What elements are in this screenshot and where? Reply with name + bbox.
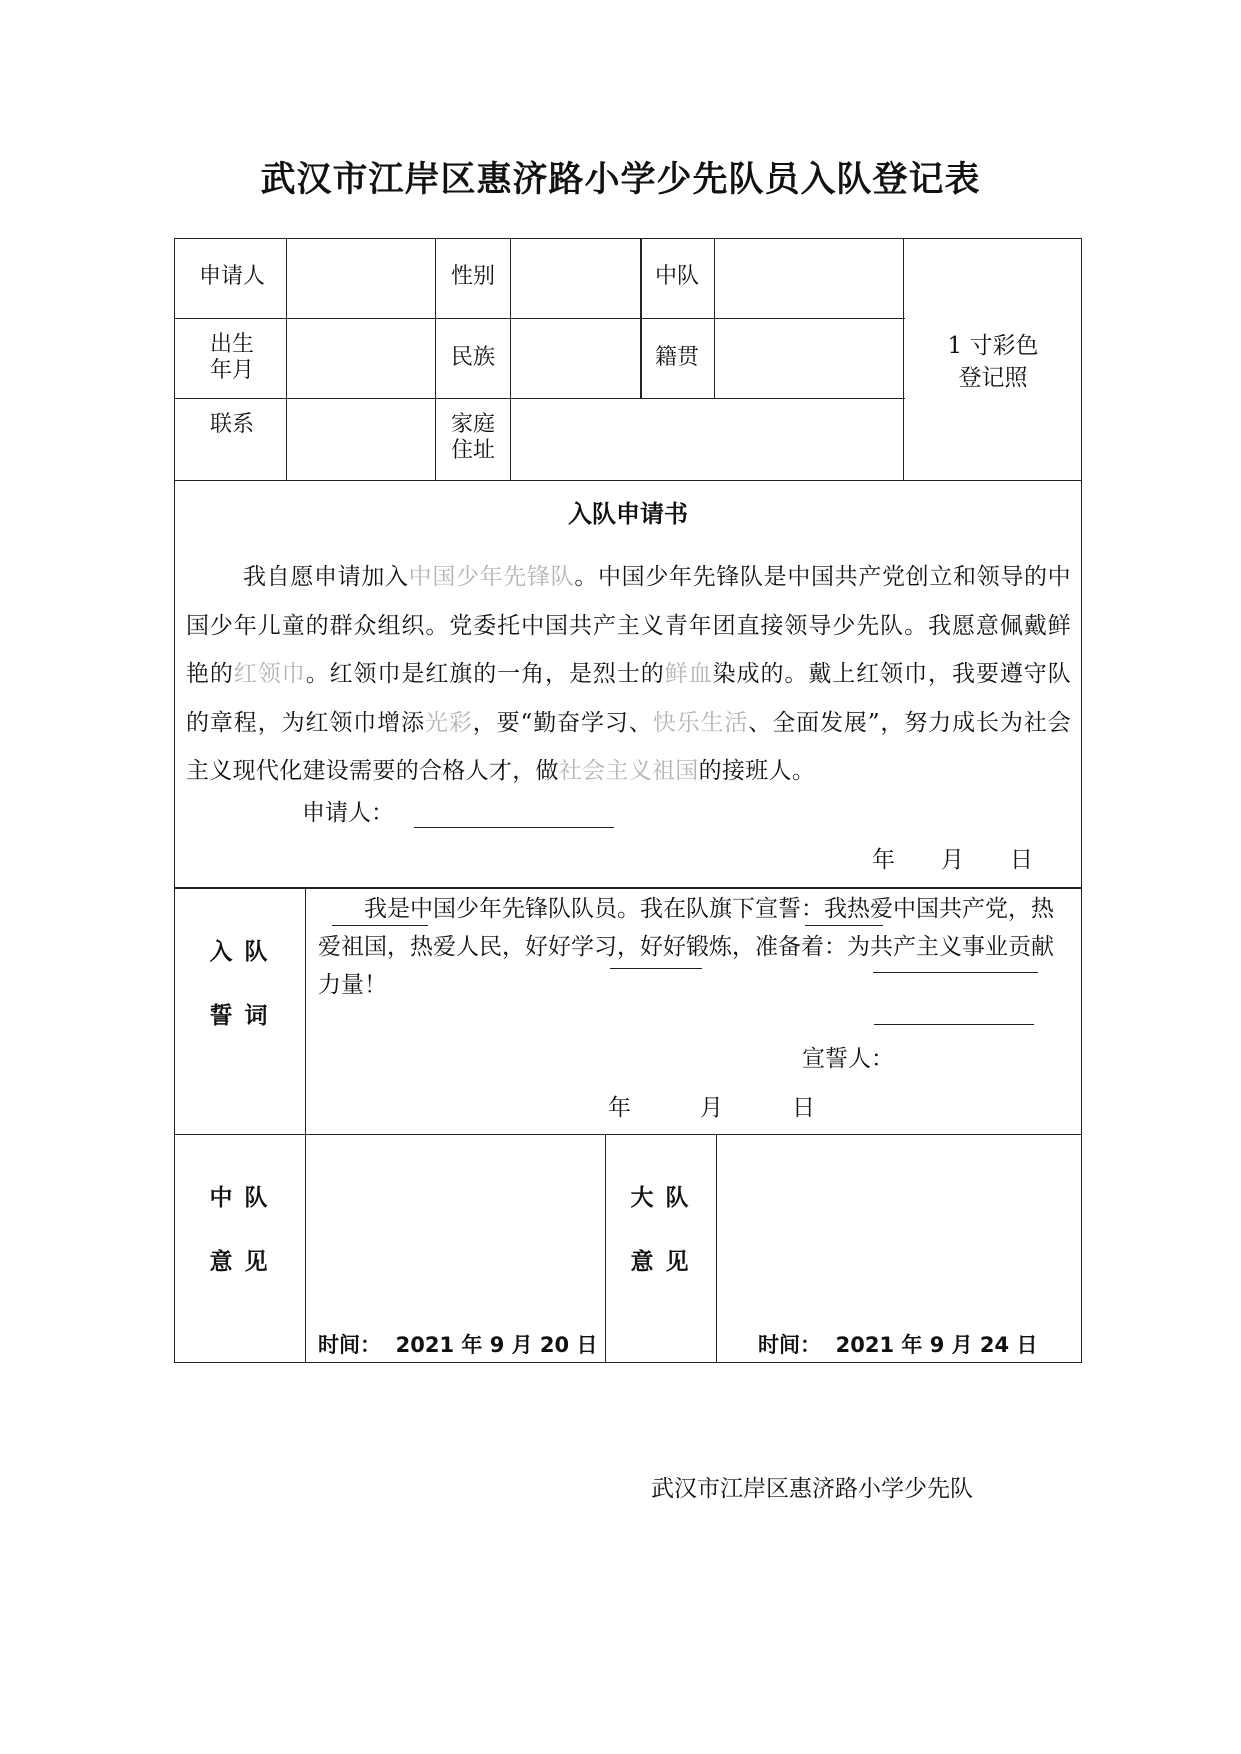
col-divider <box>640 238 642 398</box>
text-run: 、全面发展”，努力成长为社会主义现代化建设需要的合格人才，做 <box>186 709 1072 784</box>
birth-label-line2: 年月 <box>209 358 254 383</box>
brigade-opinion-label <box>606 1166 715 1294</box>
brigade-opinion-line2: 意 见 <box>630 1249 691 1275</box>
application-heading: 入队申请书 <box>568 500 688 528</box>
squad-label: 中队 <box>654 264 699 289</box>
oath-label-line1: 入 队 <box>209 939 270 965</box>
photo-line2: 登记照 <box>958 365 1028 391</box>
faint-text: 社会主义祖国 <box>558 758 699 784</box>
gender-label: 性别 <box>450 264 495 289</box>
col-divider <box>286 238 287 480</box>
underline <box>805 925 883 926</box>
brigade-opinion-time: 时间： 2021 年 9 月 24 日 <box>758 1333 1038 1357</box>
col-divider <box>435 238 436 480</box>
faint-text: 红领巾 <box>233 661 306 687</box>
squad-opinion-label <box>174 1166 305 1294</box>
col-divider <box>714 238 715 398</box>
col-divider <box>510 238 511 480</box>
native-place-label: 籍贯 <box>654 345 699 370</box>
section-divider <box>174 1134 1082 1135</box>
applicant-label: 申请人 <box>198 264 265 289</box>
text-run: ，要“勤奋学习、 <box>472 709 653 736</box>
row-divider <box>174 318 905 319</box>
section-divider <box>174 887 1082 889</box>
oath-label <box>174 920 305 1048</box>
faint-text: 快乐生活 <box>652 709 749 736</box>
underline <box>610 968 702 969</box>
squad-opinion-time: 时间： 2021 年 9 月 20 日 <box>318 1333 598 1357</box>
form-title: 武汉市江岸区惠济路小学少先队员入队登记表 <box>260 160 981 200</box>
issuer-footer: 武汉市江岸区惠济路小学少先队 <box>651 1476 973 1502</box>
squad-opinion-line1: 中 队 <box>209 1185 270 1211</box>
faint-text: 光彩 <box>424 709 473 736</box>
squad-opinion-line2: 意 见 <box>209 1249 270 1275</box>
application-text <box>186 553 1071 796</box>
oath-signer-label: 宣誓人： <box>802 1046 894 1072</box>
address-label-line1: 家庭 <box>450 412 495 437</box>
text-run: 。红领巾是红旗的一角，是烈士的 <box>305 661 665 687</box>
birth-label <box>186 332 278 384</box>
application-date: 年 月 日 <box>872 847 1033 873</box>
address-label-line2: 住址 <box>450 438 495 463</box>
address-label <box>437 412 509 464</box>
section-divider <box>174 480 1082 481</box>
underline <box>873 972 1038 973</box>
oath-label-line2: 誓 词 <box>209 1003 270 1029</box>
text-run: 的接班人。 <box>698 758 816 784</box>
brigade-opinion-line1: 大 队 <box>630 1185 691 1211</box>
text-run: 染成的。戴上红领巾，我要遵守队的章程，为红领巾增添 <box>186 661 1071 736</box>
text-run: 我自愿申请加入 <box>243 564 409 590</box>
ethnicity-label: 民族 <box>450 345 495 370</box>
underline <box>332 925 428 926</box>
photo-line1: 1 寸彩色 <box>947 333 1039 359</box>
oath-text: 我是中国少年先锋队队员。我在队旗下宣誓：我热爱中国共产党，热爱祖国，热爱人民，好好学习，好好锻炼，准备着：为共产主义事业贡献力量！ <box>318 896 1054 998</box>
row-divider <box>174 398 905 399</box>
faint-text: 中国少年先锋队 <box>408 564 575 590</box>
oath-date: 年 月 日 <box>608 1095 815 1121</box>
col-divider <box>903 238 904 480</box>
photo-placeholder <box>905 330 1081 394</box>
col-divider <box>305 887 306 1363</box>
contact-label: 联系 <box>209 412 254 437</box>
text-run: 。中国少年先锋队是中国共产党创立和领导的中国少年儿童的群众组织。党委托中国共产主义青年团直接领导少先队。我愿意佩戴鲜艳的 <box>186 564 1071 687</box>
signature-line[interactable] <box>414 827 614 828</box>
col-divider <box>716 1134 717 1363</box>
birth-label-line1: 出生 <box>209 332 254 357</box>
faint-text: 鲜血 <box>664 661 713 687</box>
signature-line[interactable] <box>874 1024 1034 1025</box>
applicant-signature-label: 申请人： <box>302 800 394 826</box>
